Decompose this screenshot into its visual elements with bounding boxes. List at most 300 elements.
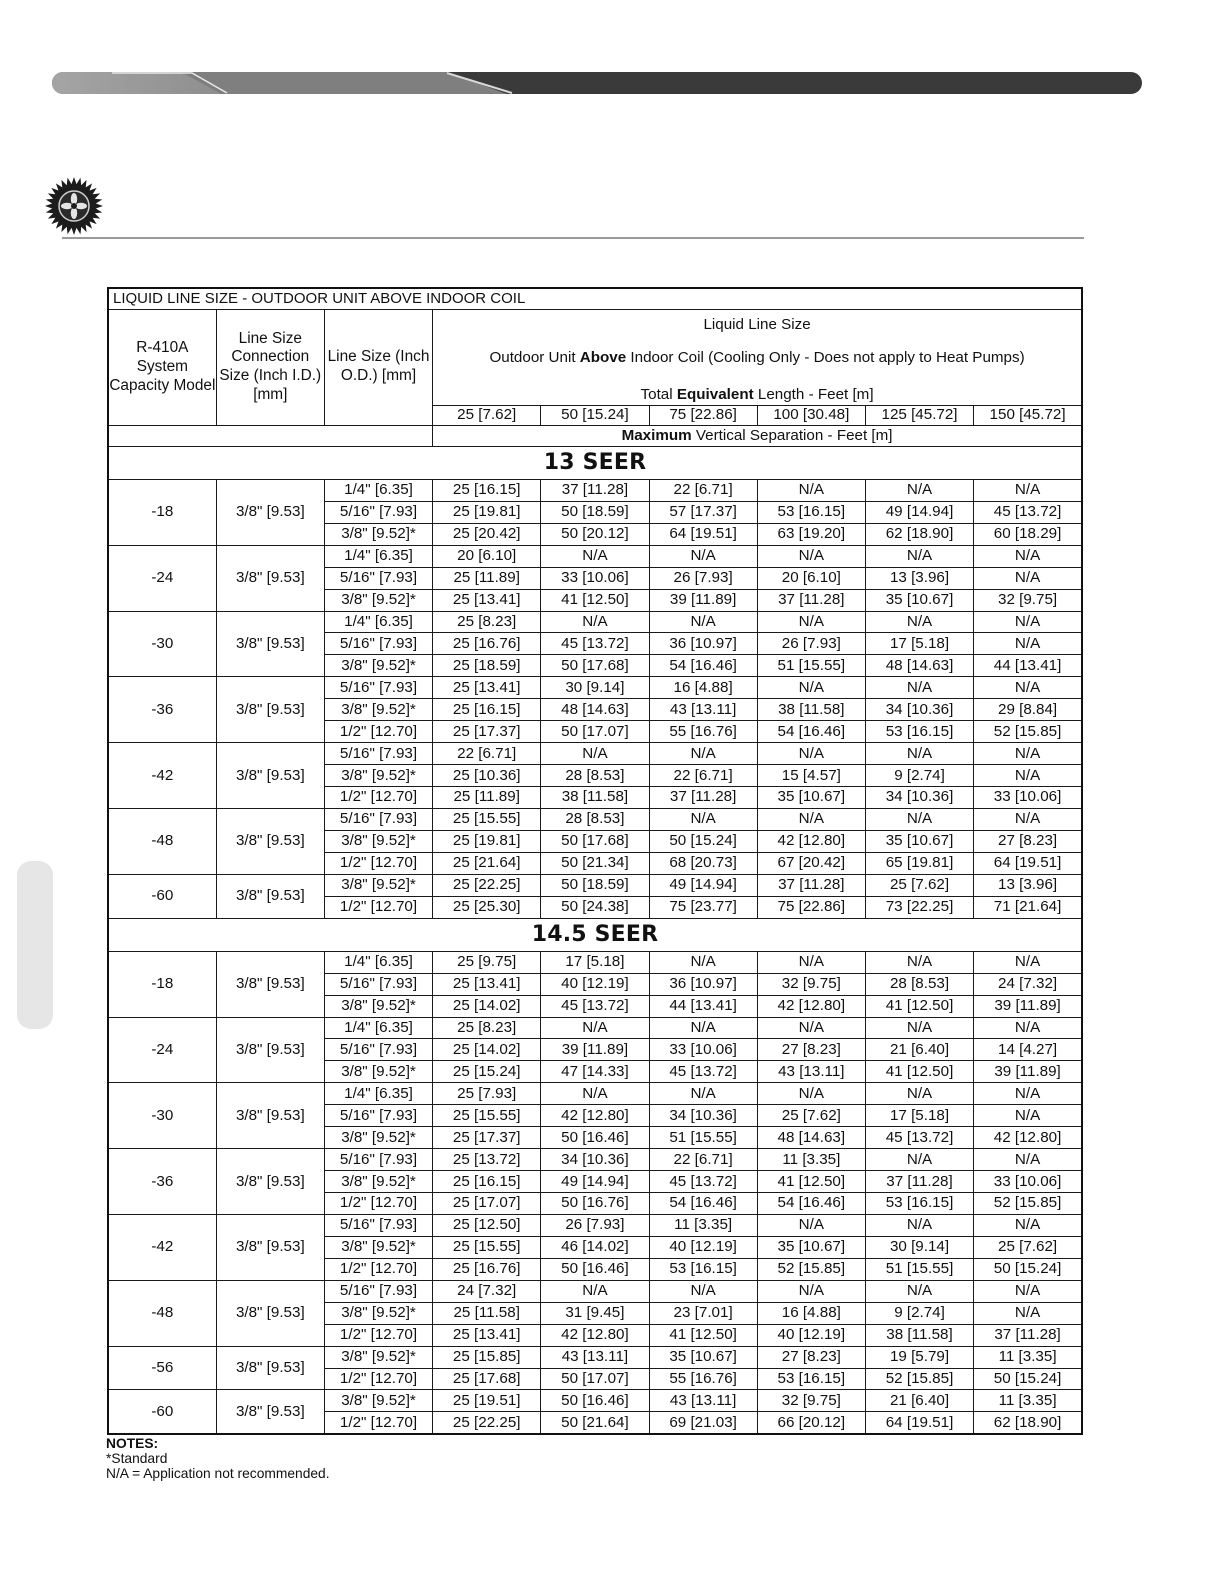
value-cell: 25 [8.23] bbox=[433, 611, 541, 633]
line-size-cell: 3/8" [9.52]* bbox=[324, 1127, 432, 1149]
value-cell: 28 [8.53] bbox=[541, 765, 649, 787]
header-length-0: 25 [7.62] bbox=[433, 405, 541, 425]
value-cell: 55 [16.76] bbox=[649, 721, 757, 743]
line-size-cell: 3/8" [9.52]* bbox=[324, 1346, 432, 1368]
header-liquid-line-size: Liquid Line Size bbox=[433, 309, 1082, 341]
value-cell: N/A bbox=[649, 743, 757, 765]
value-cell: 45 [13.72] bbox=[974, 501, 1082, 523]
value-cell: 73 [22.25] bbox=[865, 896, 973, 918]
value-cell: 13 [3.96] bbox=[865, 567, 973, 589]
connection-size-cell: 3/8" [9.53] bbox=[216, 545, 324, 611]
model-cell: -42 bbox=[108, 743, 216, 809]
value-cell: 40 [12.19] bbox=[757, 1324, 865, 1346]
value-cell: 17 [5.18] bbox=[865, 633, 973, 655]
value-cell: 20 [6.10] bbox=[433, 545, 541, 567]
table-row bbox=[108, 951, 1082, 973]
model-cell: -36 bbox=[108, 1149, 216, 1215]
value-cell: 50 [15.24] bbox=[649, 830, 757, 852]
value-cell: 25 [16.76] bbox=[433, 1258, 541, 1280]
value-cell: N/A bbox=[757, 677, 865, 699]
connection-size-cell: 3/8" [9.53] bbox=[216, 611, 324, 677]
value-cell: 13 [3.96] bbox=[974, 874, 1082, 896]
header-vertical-post: Vertical Separation - Feet [m] bbox=[691, 426, 893, 444]
line-size-cell: 1/2" [12.70] bbox=[324, 896, 432, 918]
notes-heading: NOTES: bbox=[106, 1436, 159, 1451]
table-row bbox=[108, 1390, 1082, 1412]
value-cell: 50 [21.34] bbox=[541, 852, 649, 874]
table-row bbox=[108, 1214, 1082, 1236]
value-cell: 53 [16.15] bbox=[757, 1368, 865, 1390]
line-size-cell: 1/2" [12.70] bbox=[324, 1324, 432, 1346]
section-heading: 13 SEER bbox=[108, 446, 1082, 479]
header-length-2: 75 [22.86] bbox=[649, 405, 757, 425]
value-cell: 48 [14.63] bbox=[541, 699, 649, 721]
value-cell: 11 [3.35] bbox=[974, 1346, 1082, 1368]
value-cell: N/A bbox=[865, 479, 973, 501]
value-cell: N/A bbox=[974, 1083, 1082, 1105]
value-cell: N/A bbox=[541, 611, 649, 633]
value-cell: N/A bbox=[865, 1280, 973, 1302]
model-cell: -18 bbox=[108, 479, 216, 545]
value-cell: 25 [11.89] bbox=[433, 787, 541, 809]
value-cell: 50 [20.12] bbox=[541, 523, 649, 545]
value-cell: 28 [8.53] bbox=[541, 808, 649, 830]
value-cell: 66 [20.12] bbox=[757, 1412, 865, 1434]
table-row bbox=[108, 874, 1082, 896]
header-length-pre: Total bbox=[640, 385, 677, 403]
line-size-cell: 1/4" [6.35] bbox=[324, 1017, 432, 1039]
value-cell: 42 [12.80] bbox=[757, 830, 865, 852]
connection-size-cell: 3/8" [9.53] bbox=[216, 1017, 324, 1083]
line-size-cell: 3/8" [9.52]* bbox=[324, 874, 432, 896]
value-cell: 46 [14.02] bbox=[541, 1236, 649, 1258]
value-cell: 25 [8.23] bbox=[433, 1017, 541, 1039]
value-cell: 32 [9.75] bbox=[757, 1390, 865, 1412]
value-cell: 35 [10.67] bbox=[757, 1236, 865, 1258]
line-size-cell: 1/2" [12.70] bbox=[324, 1193, 432, 1215]
table-row bbox=[108, 1017, 1082, 1039]
value-cell: N/A bbox=[865, 1017, 973, 1039]
value-cell: 57 [17.37] bbox=[649, 501, 757, 523]
value-cell: 50 [16.46] bbox=[541, 1258, 649, 1280]
model-cell: -30 bbox=[108, 611, 216, 677]
value-cell: 51 [15.55] bbox=[865, 1258, 973, 1280]
value-cell: 25 [13.41] bbox=[433, 1324, 541, 1346]
value-cell: 25 [15.24] bbox=[433, 1061, 541, 1083]
header-vertical-bold: Maximum bbox=[621, 426, 692, 444]
line-size-cell: 1/2" [12.70] bbox=[324, 1368, 432, 1390]
value-cell: N/A bbox=[757, 951, 865, 973]
value-cell: 32 [9.75] bbox=[757, 973, 865, 995]
value-cell: N/A bbox=[974, 611, 1082, 633]
value-cell: 22 [6.71] bbox=[649, 1149, 757, 1171]
value-cell: N/A bbox=[865, 545, 973, 567]
value-cell: 43 [13.11] bbox=[541, 1346, 649, 1368]
value-cell: 25 [7.62] bbox=[865, 874, 973, 896]
value-cell: N/A bbox=[974, 765, 1082, 787]
value-cell: 24 [7.32] bbox=[974, 973, 1082, 995]
value-cell: 42 [12.80] bbox=[757, 995, 865, 1017]
line-size-cell: 3/8" [9.52]* bbox=[324, 589, 432, 611]
value-cell: 22 [6.71] bbox=[649, 479, 757, 501]
value-cell: 11 [3.35] bbox=[649, 1214, 757, 1236]
header-length-3: 100 [30.48] bbox=[757, 405, 865, 425]
connection-size-cell: 3/8" [9.53] bbox=[216, 1149, 324, 1215]
line-size-cell: 5/16" [7.93] bbox=[324, 1039, 432, 1061]
line-size-cell: 3/8" [9.52]* bbox=[324, 1061, 432, 1083]
value-cell: 36 [10.97] bbox=[649, 973, 757, 995]
table-row bbox=[108, 611, 1082, 633]
value-cell: N/A bbox=[974, 567, 1082, 589]
value-cell: 41 [12.50] bbox=[649, 1324, 757, 1346]
connection-size-cell: 3/8" [9.53] bbox=[216, 743, 324, 809]
value-cell: 52 [15.85] bbox=[865, 1368, 973, 1390]
value-cell: N/A bbox=[757, 1214, 865, 1236]
model-cell: -30 bbox=[108, 1083, 216, 1149]
value-cell: 19 [5.79] bbox=[865, 1346, 973, 1368]
value-cell: 30 [9.14] bbox=[541, 677, 649, 699]
value-cell: 25 [16.15] bbox=[433, 479, 541, 501]
value-cell: N/A bbox=[974, 479, 1082, 501]
value-cell: 21 [6.40] bbox=[865, 1390, 973, 1412]
value-cell: 51 [15.55] bbox=[757, 655, 865, 677]
value-cell: N/A bbox=[974, 1280, 1082, 1302]
table-row bbox=[108, 1280, 1082, 1302]
value-cell: 62 [18.90] bbox=[865, 523, 973, 545]
model-cell: -24 bbox=[108, 545, 216, 611]
value-cell: 34 [10.36] bbox=[541, 1149, 649, 1171]
header-equivalent-length bbox=[433, 375, 1082, 405]
notes bbox=[106, 1436, 330, 1481]
value-cell: N/A bbox=[649, 1083, 757, 1105]
value-cell: N/A bbox=[757, 545, 865, 567]
value-cell: 54 [16.46] bbox=[757, 1193, 865, 1215]
header-length-5: 150 [45.72] bbox=[974, 405, 1082, 425]
connection-size-cell: 3/8" [9.53] bbox=[216, 1214, 324, 1280]
starburst-logo-icon bbox=[44, 176, 104, 236]
value-cell: N/A bbox=[649, 611, 757, 633]
value-cell: 50 [16.76] bbox=[541, 1193, 649, 1215]
value-cell: N/A bbox=[757, 479, 865, 501]
value-cell: 75 [23.77] bbox=[649, 896, 757, 918]
table-row bbox=[108, 1346, 1082, 1368]
value-cell: 49 [14.94] bbox=[865, 501, 973, 523]
value-cell: 30 [9.14] bbox=[865, 1236, 973, 1258]
header-line-size: Line Size (Inch O.D.) [mm] bbox=[324, 309, 432, 425]
value-cell: 53 [16.15] bbox=[865, 1193, 973, 1215]
value-cell: 53 [16.15] bbox=[649, 1258, 757, 1280]
header-connection-size: Line Size Connection Size (Inch I.D.) [mm] bbox=[216, 309, 324, 425]
value-cell: N/A bbox=[757, 808, 865, 830]
value-cell: 26 [7.93] bbox=[757, 633, 865, 655]
line-size-cell: 3/8" [9.52]* bbox=[324, 1390, 432, 1412]
header-spacer bbox=[108, 425, 433, 446]
value-cell: 25 [19.51] bbox=[433, 1390, 541, 1412]
value-cell: 52 [15.85] bbox=[974, 1193, 1082, 1215]
value-cell: 25 [7.62] bbox=[757, 1105, 865, 1127]
value-cell: 34 [10.36] bbox=[649, 1105, 757, 1127]
line-size-cell: 5/16" [7.93] bbox=[324, 567, 432, 589]
value-cell: 34 [10.36] bbox=[865, 787, 973, 809]
value-cell: 25 [15.55] bbox=[433, 1105, 541, 1127]
value-cell: 50 [17.68] bbox=[541, 655, 649, 677]
value-cell: 25 [13.72] bbox=[433, 1149, 541, 1171]
line-size-cell: 5/16" [7.93] bbox=[324, 677, 432, 699]
value-cell: 22 [6.71] bbox=[433, 743, 541, 765]
line-size-cell: 5/16" [7.93] bbox=[324, 1149, 432, 1171]
line-size-cell: 1/4" [6.35] bbox=[324, 1083, 432, 1105]
value-cell: 43 [13.11] bbox=[757, 1061, 865, 1083]
value-cell: N/A bbox=[649, 951, 757, 973]
value-cell: 49 [14.94] bbox=[649, 874, 757, 896]
line-size-cell: 1/2" [12.70] bbox=[324, 1258, 432, 1280]
value-cell: 62 [18.90] bbox=[974, 1412, 1082, 1434]
model-cell: -48 bbox=[108, 1280, 216, 1346]
value-cell: N/A bbox=[649, 808, 757, 830]
section-heading: 14.5 SEER bbox=[108, 918, 1082, 951]
connection-size-cell: 3/8" [9.53] bbox=[216, 951, 324, 1017]
value-cell: 40 [12.19] bbox=[541, 973, 649, 995]
value-cell: 50 [17.07] bbox=[541, 1368, 649, 1390]
value-cell: 52 [15.85] bbox=[974, 721, 1082, 743]
value-cell: 50 [15.24] bbox=[974, 1258, 1082, 1280]
value-cell: 25 [20.42] bbox=[433, 523, 541, 545]
value-cell: 25 [10.36] bbox=[433, 765, 541, 787]
value-cell: 50 [15.24] bbox=[974, 1368, 1082, 1390]
value-cell: 50 [16.46] bbox=[541, 1127, 649, 1149]
line-size-cell: 3/8" [9.52]* bbox=[324, 699, 432, 721]
value-cell: 45 [13.72] bbox=[649, 1061, 757, 1083]
value-cell: 25 [25.30] bbox=[433, 896, 541, 918]
value-cell: 25 [15.55] bbox=[433, 1236, 541, 1258]
value-cell: 63 [19.20] bbox=[757, 523, 865, 545]
value-cell: 65 [19.81] bbox=[865, 852, 973, 874]
header-model: R-410A System Capacity Model bbox=[108, 309, 216, 425]
section-divider bbox=[62, 237, 1084, 239]
line-size-cell: 1/4" [6.35] bbox=[324, 545, 432, 567]
value-cell: 37 [11.28] bbox=[649, 787, 757, 809]
value-cell: 25 [18.59] bbox=[433, 655, 541, 677]
value-cell: 25 [16.15] bbox=[433, 699, 541, 721]
value-cell: 42 [12.80] bbox=[541, 1105, 649, 1127]
value-cell: 41 [12.50] bbox=[757, 1171, 865, 1193]
header-length-bold: Equivalent bbox=[676, 385, 754, 403]
value-cell: N/A bbox=[541, 1280, 649, 1302]
value-cell: 50 [24.38] bbox=[541, 896, 649, 918]
value-cell: 25 [13.41] bbox=[433, 677, 541, 699]
connection-size-cell: 3/8" [9.53] bbox=[216, 1346, 324, 1390]
value-cell: 26 [7.93] bbox=[541, 1214, 649, 1236]
value-cell: 25 [21.64] bbox=[433, 852, 541, 874]
header-description-bold: Above bbox=[579, 349, 627, 367]
value-cell: 29 [8.84] bbox=[974, 699, 1082, 721]
value-cell: 41 [12.50] bbox=[865, 1061, 973, 1083]
value-cell: 47 [14.33] bbox=[541, 1061, 649, 1083]
model-cell: -18 bbox=[108, 951, 216, 1017]
model-cell: -56 bbox=[108, 1346, 216, 1390]
value-cell: 67 [20.42] bbox=[757, 852, 865, 874]
value-cell: 33 [10.06] bbox=[974, 787, 1082, 809]
value-cell: 51 [15.55] bbox=[649, 1127, 757, 1149]
model-cell: -24 bbox=[108, 1017, 216, 1083]
table-row bbox=[108, 1083, 1082, 1105]
line-size-cell: 1/2" [12.70] bbox=[324, 721, 432, 743]
value-cell: 16 [4.88] bbox=[757, 1302, 865, 1324]
value-cell: N/A bbox=[974, 545, 1082, 567]
value-cell: 9 [2.74] bbox=[865, 1302, 973, 1324]
value-cell: 25 [15.55] bbox=[433, 808, 541, 830]
value-cell: 25 [17.37] bbox=[433, 721, 541, 743]
value-cell: N/A bbox=[757, 611, 865, 633]
model-cell: -48 bbox=[108, 808, 216, 874]
value-cell: 71 [21.64] bbox=[974, 896, 1082, 918]
value-cell: 34 [10.36] bbox=[865, 699, 973, 721]
value-cell: 25 [12.50] bbox=[433, 1214, 541, 1236]
connection-size-cell: 3/8" [9.53] bbox=[216, 677, 324, 743]
line-size-cell: 5/16" [7.93] bbox=[324, 633, 432, 655]
value-cell: 45 [13.72] bbox=[541, 995, 649, 1017]
connection-size-cell: 3/8" [9.53] bbox=[216, 874, 324, 918]
value-cell: 28 [8.53] bbox=[865, 973, 973, 995]
value-cell: 43 [13.11] bbox=[649, 1390, 757, 1412]
value-cell: N/A bbox=[974, 1149, 1082, 1171]
value-cell: N/A bbox=[541, 1017, 649, 1039]
line-size-cell: 3/8" [9.52]* bbox=[324, 523, 432, 545]
line-size-cell: 1/4" [6.35] bbox=[324, 479, 432, 501]
value-cell: 17 [5.18] bbox=[865, 1105, 973, 1127]
value-cell: 45 [13.72] bbox=[649, 1171, 757, 1193]
value-cell: 16 [4.88] bbox=[649, 677, 757, 699]
line-size-cell: 5/16" [7.93] bbox=[324, 1280, 432, 1302]
value-cell: 44 [13.41] bbox=[649, 995, 757, 1017]
value-cell: N/A bbox=[757, 743, 865, 765]
value-cell: 23 [7.01] bbox=[649, 1302, 757, 1324]
value-cell: 32 [9.75] bbox=[974, 589, 1082, 611]
value-cell: 45 [13.72] bbox=[541, 633, 649, 655]
value-cell: 14 [4.27] bbox=[974, 1039, 1082, 1061]
value-cell: 39 [11.89] bbox=[974, 1061, 1082, 1083]
line-size-cell: 1/2" [12.70] bbox=[324, 1412, 432, 1434]
value-cell: 25 [11.58] bbox=[433, 1302, 541, 1324]
value-cell: N/A bbox=[865, 951, 973, 973]
table-row bbox=[108, 1149, 1082, 1171]
value-cell: 25 [7.62] bbox=[974, 1236, 1082, 1258]
value-cell: 25 [17.07] bbox=[433, 1193, 541, 1215]
line-size-cell: 5/16" [7.93] bbox=[324, 808, 432, 830]
value-cell: 54 [16.46] bbox=[649, 655, 757, 677]
value-cell: 33 [10.06] bbox=[974, 1171, 1082, 1193]
value-cell: N/A bbox=[649, 545, 757, 567]
line-size-cell: 5/16" [7.93] bbox=[324, 973, 432, 995]
header-vertical-separation bbox=[433, 425, 1082, 446]
value-cell: N/A bbox=[974, 951, 1082, 973]
model-cell: -36 bbox=[108, 677, 216, 743]
value-cell: 25 [22.25] bbox=[433, 1412, 541, 1434]
line-size-cell: 1/2" [12.70] bbox=[324, 852, 432, 874]
value-cell: N/A bbox=[974, 808, 1082, 830]
connection-size-cell: 3/8" [9.53] bbox=[216, 1083, 324, 1149]
value-cell: 37 [11.28] bbox=[974, 1324, 1082, 1346]
value-cell: N/A bbox=[865, 1214, 973, 1236]
value-cell: 25 [13.41] bbox=[433, 973, 541, 995]
table-title: LIQUID LINE SIZE - OUTDOOR UNIT ABOVE INDOOR COIL bbox=[108, 288, 1082, 309]
value-cell: 22 [6.71] bbox=[649, 765, 757, 787]
value-cell: N/A bbox=[974, 1105, 1082, 1127]
value-cell: 25 [17.68] bbox=[433, 1368, 541, 1390]
value-cell: N/A bbox=[974, 1017, 1082, 1039]
value-cell: 33 [10.06] bbox=[649, 1039, 757, 1061]
table-row bbox=[108, 743, 1082, 765]
value-cell: N/A bbox=[865, 1149, 973, 1171]
value-cell: N/A bbox=[865, 808, 973, 830]
value-cell: 25 [22.25] bbox=[433, 874, 541, 896]
value-cell: 69 [21.03] bbox=[649, 1412, 757, 1434]
value-cell: 52 [15.85] bbox=[757, 1258, 865, 1280]
value-cell: 54 [16.46] bbox=[649, 1193, 757, 1215]
value-cell: 27 [8.23] bbox=[757, 1346, 865, 1368]
value-cell: 25 [16.76] bbox=[433, 633, 541, 655]
line-size-cell: 5/16" [7.93] bbox=[324, 1214, 432, 1236]
value-cell: 37 [11.28] bbox=[757, 589, 865, 611]
value-cell: 17 [5.18] bbox=[541, 951, 649, 973]
note-na: N/A = Application not recommended. bbox=[106, 1466, 330, 1481]
connection-size-cell: 3/8" [9.53] bbox=[216, 1280, 324, 1346]
value-cell: 64 [19.51] bbox=[865, 1412, 973, 1434]
value-cell: 48 [14.63] bbox=[865, 655, 973, 677]
header-description-pre: Outdoor Unit bbox=[489, 349, 580, 367]
value-cell: 38 [11.58] bbox=[757, 699, 865, 721]
model-cell: -60 bbox=[108, 1390, 216, 1434]
value-cell: 41 [12.50] bbox=[541, 589, 649, 611]
header-description bbox=[433, 341, 1082, 375]
value-cell: N/A bbox=[865, 743, 973, 765]
header-bar bbox=[52, 72, 1142, 94]
value-cell: N/A bbox=[541, 545, 649, 567]
line-size-cell: 3/8" [9.52]* bbox=[324, 655, 432, 677]
value-cell: 54 [16.46] bbox=[757, 721, 865, 743]
value-cell: N/A bbox=[649, 1017, 757, 1039]
value-cell: 25 [14.02] bbox=[433, 1039, 541, 1061]
value-cell: 35 [10.67] bbox=[865, 830, 973, 852]
value-cell: 31 [9.45] bbox=[541, 1302, 649, 1324]
value-cell: N/A bbox=[974, 1302, 1082, 1324]
model-cell: -60 bbox=[108, 874, 216, 918]
table-row bbox=[108, 545, 1082, 567]
value-cell: 55 [16.76] bbox=[649, 1368, 757, 1390]
value-cell: 38 [11.58] bbox=[865, 1324, 973, 1346]
value-cell: 44 [13.41] bbox=[974, 655, 1082, 677]
value-cell: 75 [22.86] bbox=[757, 896, 865, 918]
side-tab bbox=[17, 861, 53, 1029]
connection-size-cell: 3/8" [9.53] bbox=[216, 808, 324, 874]
value-cell: 60 [18.29] bbox=[974, 523, 1082, 545]
line-size-cell: 5/16" [7.93] bbox=[324, 743, 432, 765]
value-cell: 50 [17.07] bbox=[541, 721, 649, 743]
line-size-cell: 3/8" [9.52]* bbox=[324, 830, 432, 852]
table-row bbox=[108, 808, 1082, 830]
value-cell: N/A bbox=[974, 743, 1082, 765]
value-cell: 35 [10.67] bbox=[757, 787, 865, 809]
value-cell: N/A bbox=[974, 633, 1082, 655]
value-cell: 38 [11.58] bbox=[541, 787, 649, 809]
value-cell: N/A bbox=[541, 1083, 649, 1105]
value-cell: 50 [21.64] bbox=[541, 1412, 649, 1434]
value-cell: 39 [11.89] bbox=[974, 995, 1082, 1017]
value-cell: 64 [19.51] bbox=[649, 523, 757, 545]
value-cell: 50 [16.46] bbox=[541, 1390, 649, 1412]
line-size-cell: 3/8" [9.52]* bbox=[324, 995, 432, 1017]
value-cell: 64 [19.51] bbox=[974, 852, 1082, 874]
